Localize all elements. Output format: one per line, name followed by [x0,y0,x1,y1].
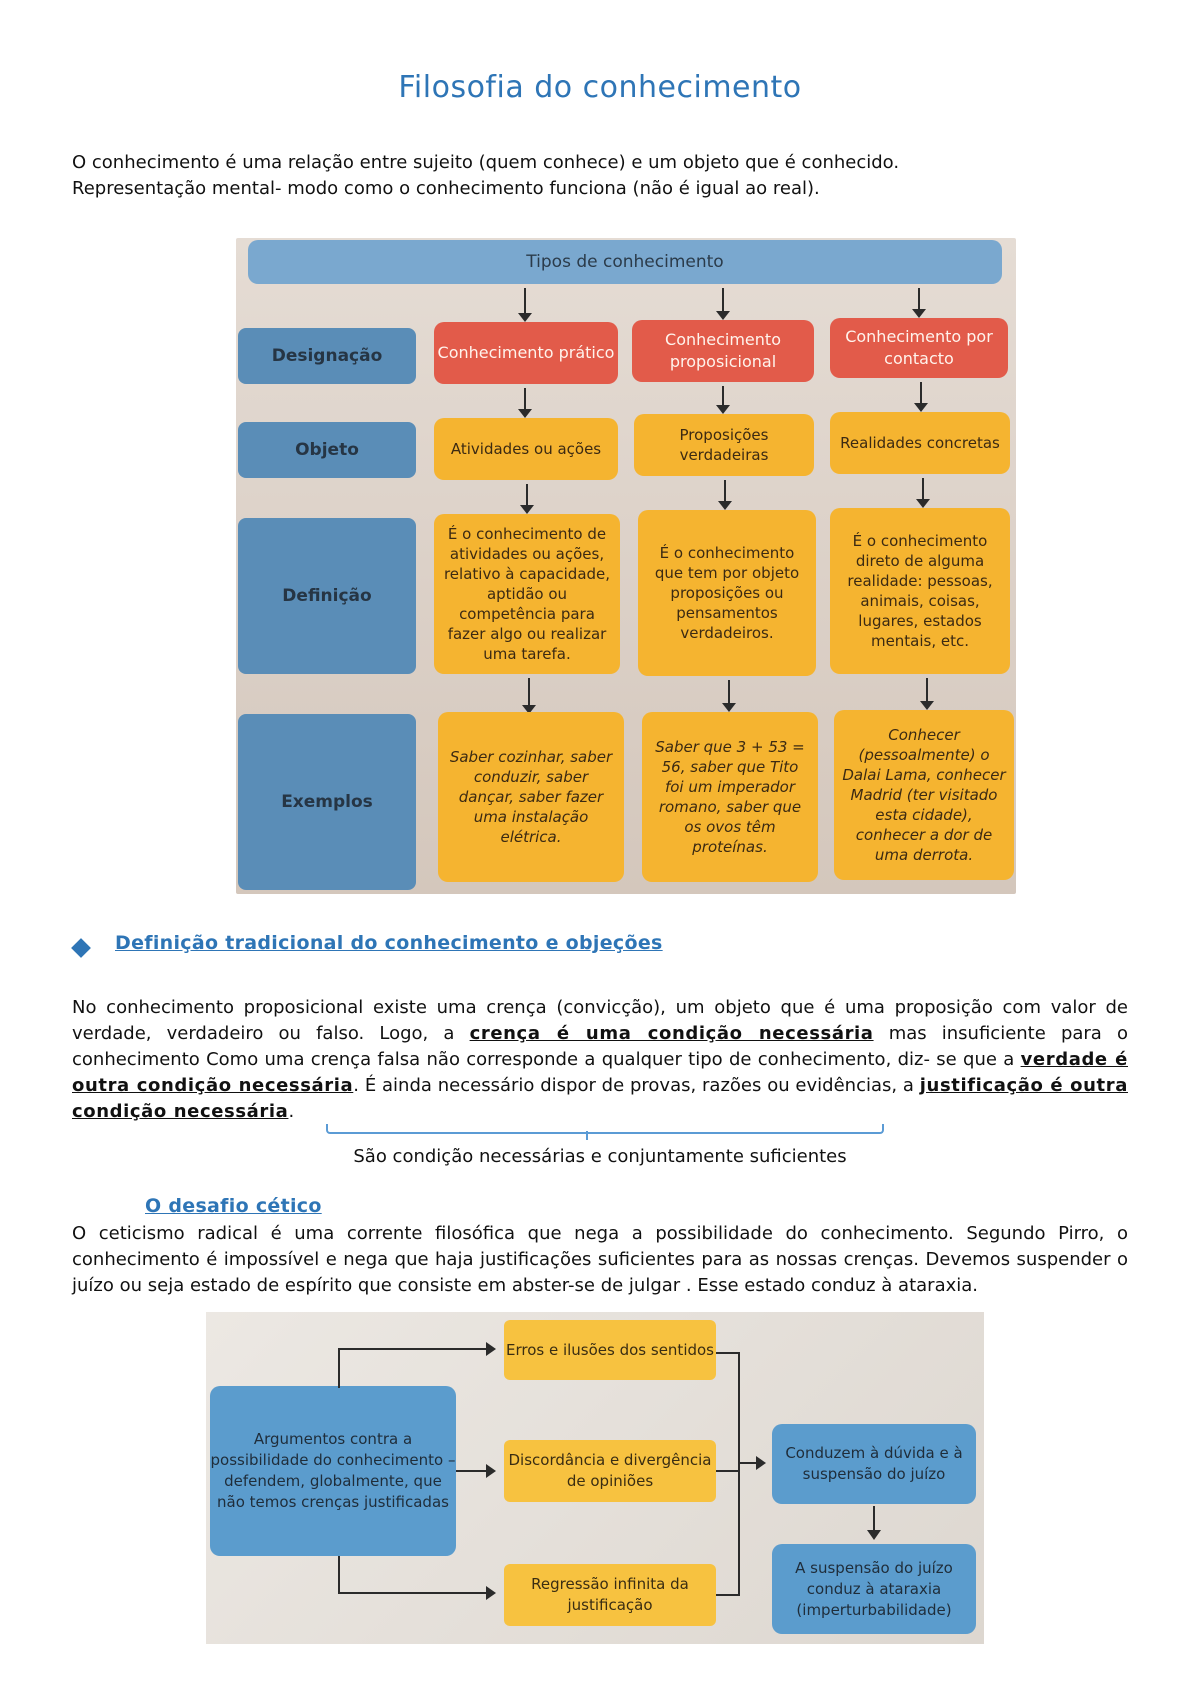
row-label-objeto: Objeto [238,422,416,478]
paragraph-text: No conhecimento proposicional existe uma crença (convicção), um objeto que é uma proposição com valor de verdade, verdadeiro ou falso. Logo, a [72,997,1128,1044]
disagreement-box: Discordância e divergência de opiniões [504,1440,716,1502]
brace-note: São condição necessárias e conjuntamente suficientes [353,1146,847,1167]
paragraph-text: mas insuficiente para o conhecimento Como uma crença falsa não corresponde a qualquer tipo de conhecimento, diz- se que a [72,1023,1128,1070]
connector [456,1470,488,1472]
brace-tip [586,1131,588,1140]
arrow-down [926,678,928,708]
intro-line-1: O conhecimento é uma relação entre sujeito (quem conhece) e um objeto que é conhecido. [72,152,900,173]
connector [716,1470,738,1472]
connector [738,1462,758,1464]
designation-contact: Conhecimento por contacto [830,318,1008,378]
object-propositional: Proposições verdadeiras [634,414,814,476]
arrow-down [722,386,724,412]
infinite-regress-box: Regressão infinita da justificação [504,1564,716,1626]
doubt-suspension-box: Conduzem à dúvida e à suspensão do juízo [772,1424,976,1504]
arrow-down [724,480,726,508]
truth-condition: verdade é outra condição necessária [72,1049,1128,1096]
diamond-bullet-icon [71,938,91,958]
connector [338,1348,488,1350]
page-title: Filosofia do conhecimento [398,70,802,105]
examples-propositional: Saber que 3 + 53 = 56, saber que Tito foi um imperador romano, saber que os ovos têm proteínas. [642,712,818,882]
connector [716,1594,738,1596]
section-heading-traditional-definition[interactable]: Definição tradicional do conhecimento e objeções [115,932,663,954]
types-of-knowledge-figure [236,238,1016,894]
paragraph-text: . É ainda necessário dispor de provas, razões ou evidências, a [353,1075,920,1096]
connector [338,1348,340,1388]
row-label-definicao: Definição [238,518,416,674]
examples-practical: Saber cozinhar, saber conduzir, saber dançar, saber fazer uma instalação elétrica. [438,712,624,882]
designation-propositional: Conhecimento proposicional [632,320,814,382]
designation-practical: Conhecimento prático [434,322,618,384]
connector [716,1352,738,1354]
arrow-right-icon [486,1464,496,1478]
definition-practical: É o conhecimento de atividades ou ações, relativo à capacidade, aptidão ou competência para fazer algo ou realizar uma tarefa. [434,514,620,674]
arrow-down [528,678,530,712]
arrow-right-icon [756,1456,766,1470]
arguments-box: Argumentos contra a possibilidade do conhecimento – defendem, globalmente, que não temos crenças justificadas [210,1386,456,1556]
brace-bracket [326,1124,884,1134]
arrow-down [722,288,724,318]
object-practical: Atividades ou ações [434,418,618,480]
definition-contact: É o conhecimento direto de alguma realidade: pessoas, animais, coisas, lugares, estados mentais, etc. [830,508,1010,674]
object-contact: Realidades concretas [830,412,1010,474]
connector [873,1506,875,1532]
traditional-definition-paragraph [72,995,1128,1125]
arrow-right-icon [486,1342,496,1356]
arrow-down [920,382,922,410]
intro-line-2: Representação mental- modo como o conhecimento funciona (não é igual ao real). [72,178,820,199]
intro-text [72,150,1128,202]
arrow-down-icon [867,1530,881,1540]
arrow-down [526,484,528,512]
arrow-down [922,478,924,506]
connector [338,1592,488,1594]
row-label-exemplos: Exemplos [238,714,416,890]
arrow-down [524,388,526,416]
arrow-down [728,680,730,710]
section-heading-skeptic-challenge[interactable]: O desafio cético [145,1195,322,1217]
row-label-designacao: Designação [238,328,416,384]
ataraxia-box: A suspensão do juízo conduz à ataraxia (imperturbabilidade) [772,1544,976,1634]
definition-propositional: É o conhecimento que tem por objeto proposições ou pensamentos verdadeiros. [638,510,816,676]
connector [338,1556,340,1594]
arrow-down [918,288,920,316]
justification-condition: justificação é outra condição necessária [72,1075,1128,1122]
senses-errors-box: Erros e ilusões dos sentidos [504,1320,716,1380]
skepticism-paragraph: O ceticismo radical é uma corrente filosófica que nega a possibilidade do conhecimento. Segundo Pirro, o conhecimento é impossível e nega que haja justificações suficientes para as nossas crenças. Devemos suspender o juízo ou seja estado de espírito que consiste em abster-se de julgar . Esse estado conduz à ataraxia. [72,1223,1128,1296]
arrow-down [524,288,526,320]
connector [738,1352,740,1596]
arrow-right-icon [486,1586,496,1600]
figure-header: Tipos de conhecimento [248,240,1002,284]
skepticism-diagram [206,1312,984,1644]
belief-condition: crença é uma condição necessária [469,1023,874,1044]
examples-contact: Conhecer (pessoalmente) o Dalai Lama, conhecer Madrid (ter visitado esta cidade), conhecer a dor de uma derrota. [834,710,1014,880]
paragraph-text: . [288,1101,295,1122]
